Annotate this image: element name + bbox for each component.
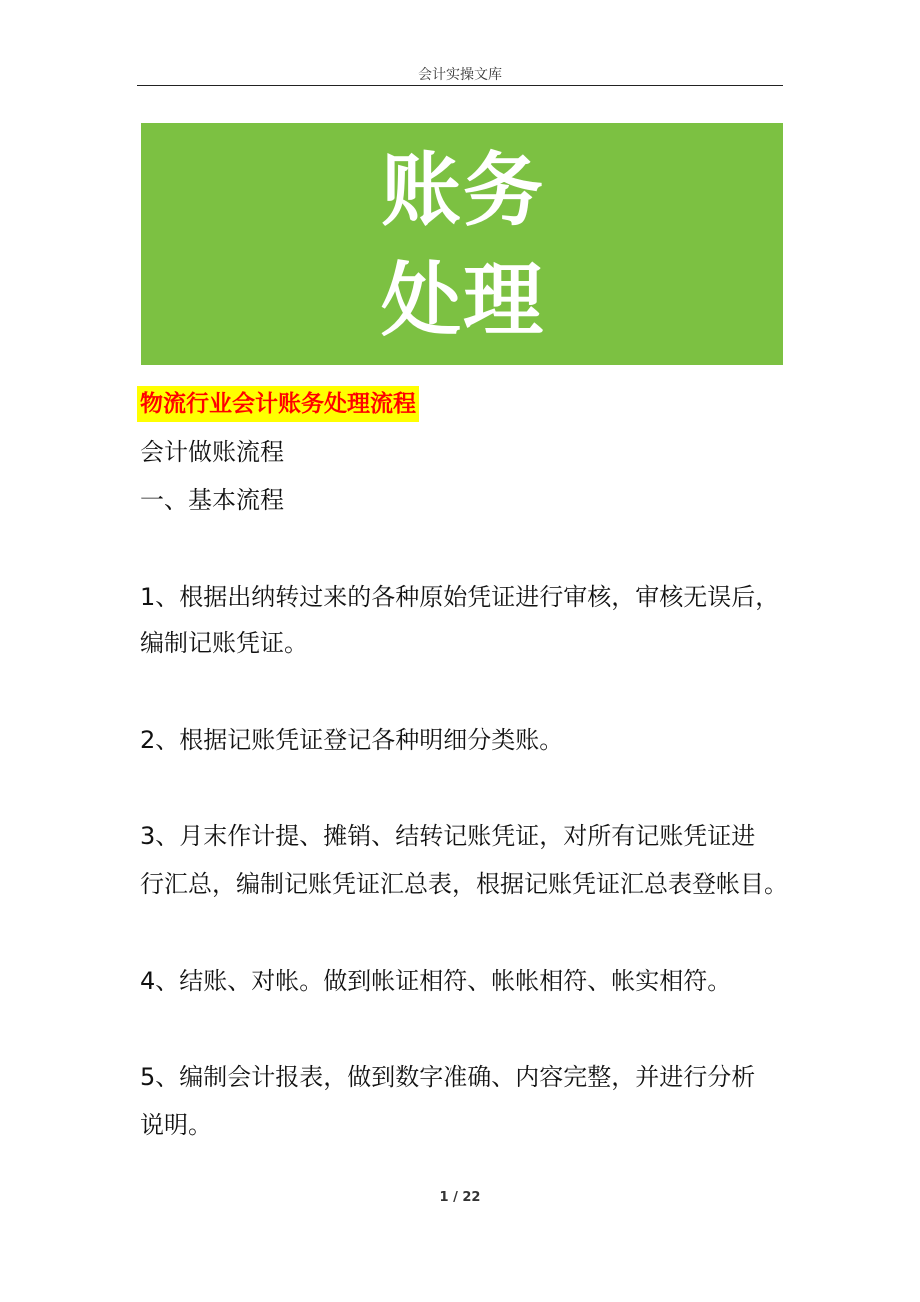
step-1-line-1: 1、根据出纳转过来的各种原始凭证进行审核，审核无误后，	[140, 583, 780, 611]
document-title: 物流行业会计账务处理流程	[137, 386, 419, 422]
page-header-title: 会计实操文库	[418, 67, 502, 83]
banner-title-line-1: 账务	[381, 144, 545, 237]
step-1-line-2: 编制记账凭证。	[140, 629, 308, 657]
step-3-line-1: 3、月末作计提、摊销、结转记账凭证，对所有记账凭证进	[140, 822, 756, 850]
step-5-line-2: 说明。	[140, 1111, 212, 1139]
step-4-line-1: 4、结账、对帐。做到帐证相符、帐帐相符、帐实相符。	[140, 967, 732, 995]
step-2-line-1: 2、根据记账凭证登记各种明细分类账。	[140, 726, 564, 754]
step-5-line-1: 5、编制会计报表，做到数字准确、内容完整，并进行分析	[140, 1063, 756, 1091]
step-3-line-2: 行汇总，编制记账凭证汇总表，根据记账凭证汇总表登帐目。	[140, 870, 788, 898]
header-divider	[137, 85, 783, 86]
cover-banner	[141, 123, 783, 365]
page-number: 1 / 22	[439, 1190, 481, 1205]
banner-title-line-2: 处理	[381, 254, 545, 347]
section-heading: 一、基本流程	[140, 486, 284, 514]
document-subtitle: 会计做账流程	[140, 438, 284, 466]
